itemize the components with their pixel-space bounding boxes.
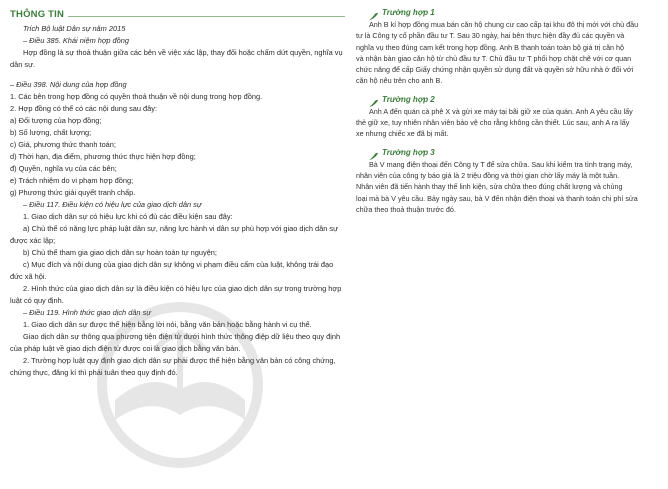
case-block [356, 93, 656, 140]
case-title: Trường hợp 1 [382, 8, 435, 17]
case-text-line: căn hộ nêu trên cho anh B. [356, 76, 443, 86]
text-line: Hợp đồng là sự thoả thuận giữa các bên về việc xác lập, thay đổi hoặc chấm dứt quyền, nghĩa vụ [23, 48, 343, 57]
text-line: đ) Quyền, nghĩa vụ của các bên; [10, 164, 117, 173]
text-line: – Điều 119. Hình thức giao dịch dân sự [23, 308, 151, 317]
text-line: 1. Các bên trong hợp đồng có quyền thoả thuận về nội dung trong hợp đồng. [10, 92, 263, 101]
feather-pen-icon [368, 95, 379, 104]
case-block [356, 6, 656, 87]
text-line: b) Chủ thể tham gia giao dịch dân sự hoàn toàn tự nguyện; [23, 248, 217, 257]
text-line: a) Chủ thể có năng lực pháp luật dân sự, năng lực hành vi dân sự phù hợp với giao dịch dân sự [23, 224, 339, 233]
text-line: 2. Trường hợp luật quy định giao dịch dân sự phải được thể hiện bằng văn bản có công chứng, [23, 356, 336, 365]
paragraph-gap [10, 71, 345, 79]
feather-pen-icon [368, 8, 379, 17]
case-text-line: Nhân viên đã tiến hành thay thế linh kiện, sửa chữa theo đúng chất lượng và chủng [356, 182, 623, 192]
case-block [356, 146, 656, 215]
case-title: Trường hợp 3 [382, 147, 435, 157]
text-line: Trích Bộ luật Dân sự năm 2015 [23, 24, 126, 33]
text-line: b) Số lượng, chất lượng; [10, 128, 92, 137]
case-heading [356, 6, 656, 19]
text-line: chứng thực, đăng kí thì phải tuân theo quy định đó. [10, 368, 178, 377]
text-line: được xác lập; [10, 236, 56, 245]
cases-column [356, 6, 656, 221]
feather-pen-icon [368, 148, 379, 157]
text-line: – Điều 385. Khái niệm hợp đồng [23, 36, 129, 45]
text-line: c) Mục đích và nội dung của giao dịch dân sự không vi phạm điều cấm của luật, không trái đạo [23, 260, 334, 269]
text-line: – Điều 398. Nội dung của hợp đồng [10, 80, 127, 89]
case-text-line: thẻ giữ xe, tuy nhiên nhân viên bảo vệ cho rằng không cần thiết. Lúc sau, anh A ra lấy [356, 118, 630, 128]
info-column [10, 6, 345, 379]
case-text-line: Anh A đến quán cà phê X và gửi xe máy tại bãi giữ xe của quán. Anh A yêu cầu lấy [369, 106, 633, 116]
text-line: g) Phương thức giải quyết tranh chấp. [10, 188, 136, 197]
case-text-line: nghĩa vụ theo đúng cam kết trong hợp đồng. Anh B thanh toán toàn bộ giá trị căn hộ [356, 42, 625, 52]
info-header [10, 6, 345, 20]
case-text-line: Bà V mang điện thoại đến Công ty T để sửa chữa. Sau khi kiểm tra tình trạng máy, [369, 159, 633, 169]
text-line: luật có quy định. [10, 296, 64, 305]
info-divider [68, 16, 345, 17]
info-title: THÔNG TIN [10, 9, 65, 20]
text-line: d) Thời hạn, địa điểm, phương thức thực hiện hợp đồng; [10, 152, 196, 161]
case-text-line: chữa theo thoả thuận trước đó. [356, 204, 456, 214]
case-text-line: tư là Công ty cổ phần đầu tư T. Sau 30 ngày, hai bên thực hiện đầy đủ các quyền và [356, 31, 625, 41]
case-text-line: xe nhưng chiếc xe đã bị mất. [356, 129, 449, 139]
text-line: đức xã hội. [10, 272, 47, 281]
text-line: 1. Giao dịch dân sự có hiệu lực khi có đủ các điều kiện sau đây: [23, 212, 233, 221]
text-line: Giao dịch dân sự thông qua phương tiện điện tử dưới hình thức thông điệp dữ liệu theo quy định [23, 332, 341, 341]
text-line: dân sự. [10, 60, 36, 69]
case-title: Trường hợp 2 [382, 94, 435, 104]
text-line: của pháp luật về giao dịch điện tử được coi là giao dịch bằng văn bản. [10, 344, 241, 353]
law-excerpt [10, 23, 345, 379]
case-text-line: nhân viên của công ty báo giá là 2 triệu đồng và thời gian chờ lấy máy là một tuần. [356, 170, 620, 180]
case-heading [356, 146, 656, 159]
text-line: c) Giá, phương thức thanh toán; [10, 140, 116, 149]
case-text-line: và nhận bàn giao căn hộ từ chủ đầu tư T. Chủ đầu tư T phối hợp chặt chẽ với cơ quan [356, 53, 632, 63]
text-line: a) Đối tượng của hợp đồng; [10, 116, 102, 125]
text-line: 1. Giao dịch dân sự được thể hiện bằng lời nói, bằng văn bản hoặc bằng hành vi cụ thể. [23, 320, 312, 329]
text-line: – Điều 117. Điều kiện có hiệu lực của giao dịch dân sự [23, 200, 202, 209]
text-line: 2. Hợp đồng có thể có các nội dung sau đây: [10, 104, 158, 113]
text-line: 2. Hình thức của giao dịch dân sự là điều kiện có hiệu lực của giao dịch dân sự trong trường hợp [23, 284, 342, 293]
case-text-line: Anh B kí hợp đồng mua bán căn hộ chung cư cao cấp tại khu đô thị mới với chủ đầu [369, 20, 639, 29]
case-heading [356, 93, 656, 106]
case-text-line: chức năng để cấp Giấy chứng nhận quyền sử dụng đất và quyền sở hữu nhà ở đối với [356, 65, 634, 75]
text-line: e) Trách nhiệm do vi phạm hợp đồng; [10, 176, 134, 185]
case-text-line: loại mà bà V yêu cầu. Bảy ngày sau, bà V đến nhận điện thoại và thanh toán chi phí sửa [356, 193, 638, 203]
